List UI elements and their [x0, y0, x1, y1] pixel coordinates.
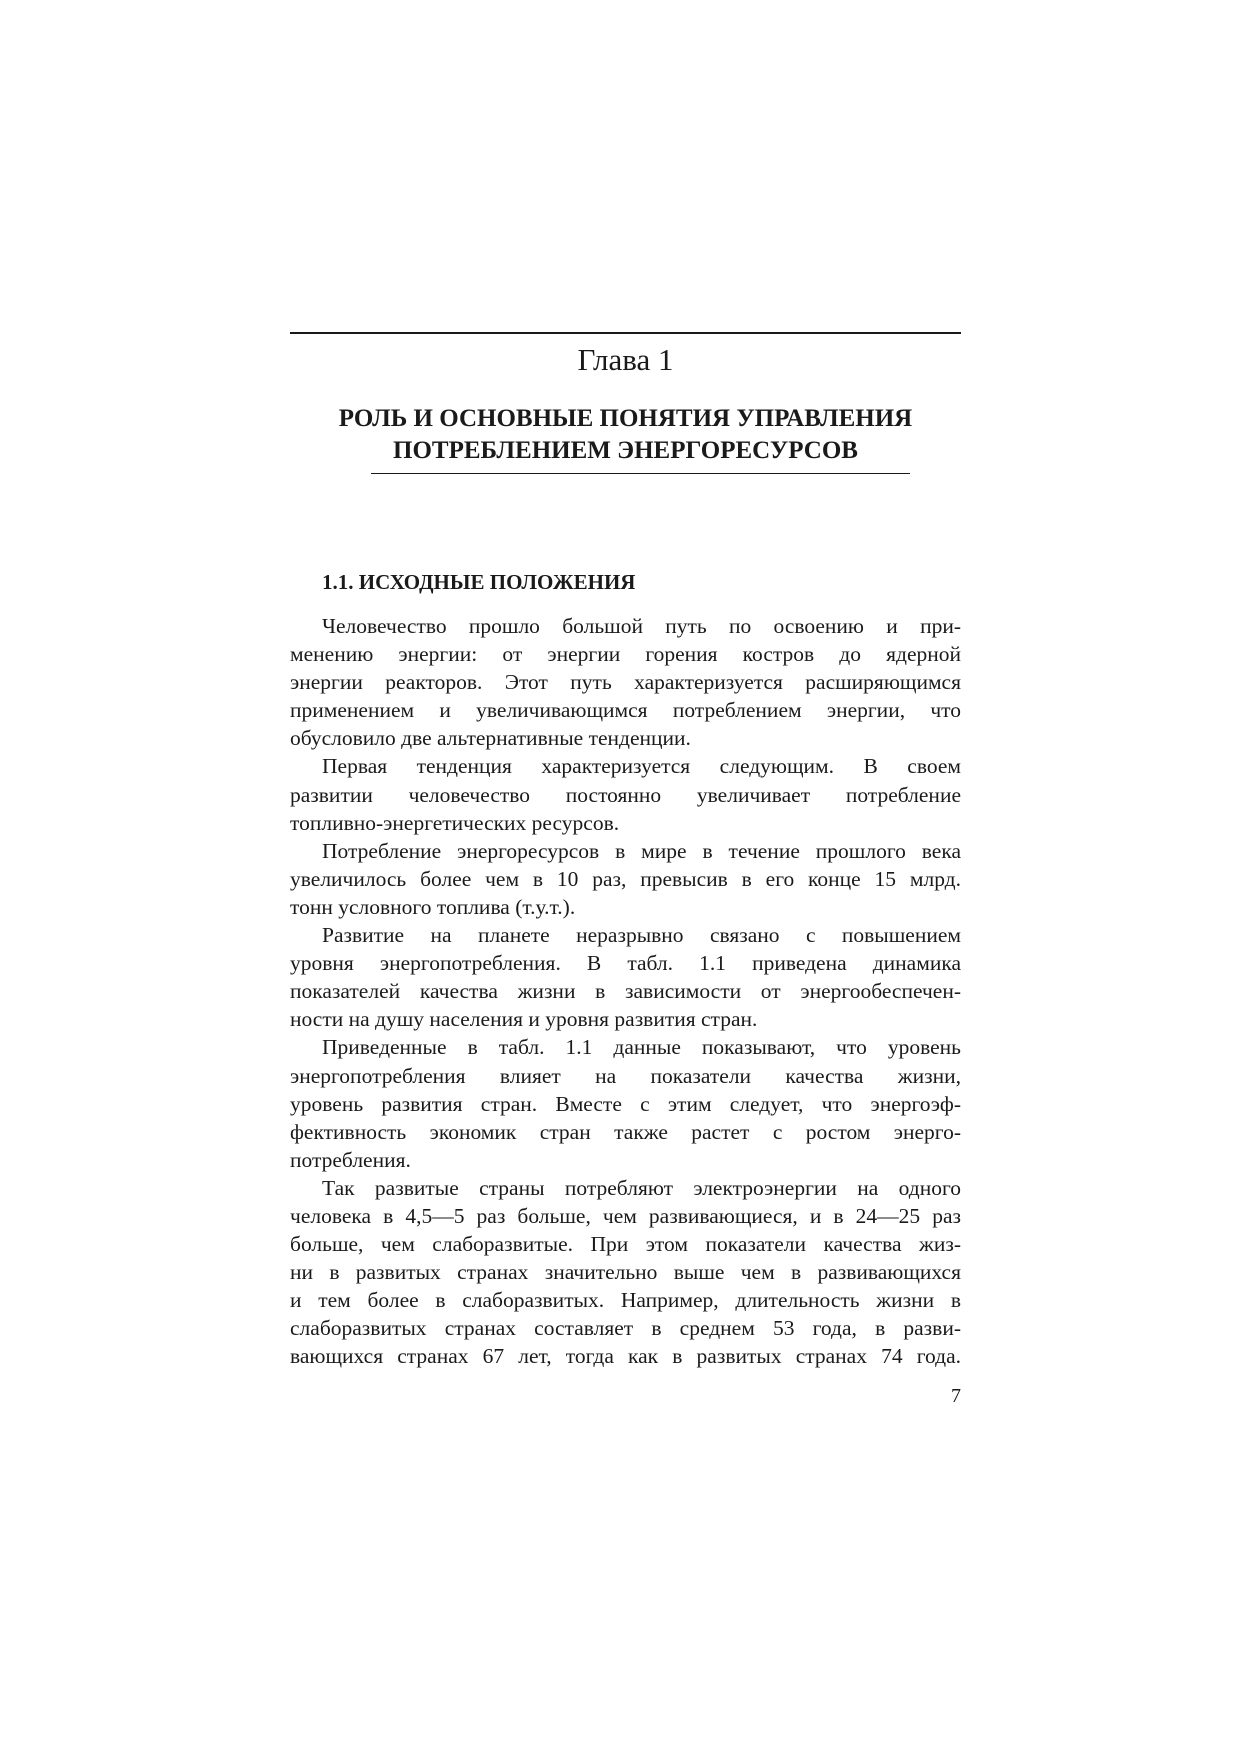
- text-line: уровня энергопотребления. В табл. 1.1 приведена динамика: [290, 951, 961, 976]
- text-line: больше, чем слаборазвитые. При этом показатели качества жиз-: [290, 1232, 961, 1257]
- chapter-top-rule: [290, 332, 961, 334]
- text-line: Развитие на планете неразрывно связано с повышением: [322, 923, 961, 948]
- paragraph: [290, 752, 961, 836]
- text-line: вающихся странах 67 лет, тогда как в развитых странах 74 года.: [290, 1344, 961, 1369]
- text-line: энергопотребления влияет на показатели качества жизни,: [290, 1063, 961, 1088]
- text-line: Так развитые страны потребляют электроэнергии на одного: [322, 1175, 961, 1200]
- text-line: фективность экономик стран также растет с ростом энерго-: [290, 1119, 961, 1144]
- paragraph: [290, 612, 961, 752]
- text-line: применением и увеличивающимся потреблением энергии, что: [290, 698, 961, 723]
- text-line: обусловило две альтернативные тенденции.: [290, 726, 691, 751]
- chapter-title: [290, 403, 961, 467]
- chapter-label: Глава 1: [577, 342, 674, 377]
- chapter-title-line: РОЛЬ И ОСНОВНЫЕ ПОНЯТИЯ УПРАВЛЕНИЯ: [338, 405, 913, 432]
- text-line: топливно-энергетических ресурсов.: [290, 810, 620, 835]
- text-line: потребления.: [290, 1147, 411, 1172]
- text-line: уровень развития стран. Вместе с этим следует, что энергоэф-: [290, 1091, 961, 1116]
- section-heading: 1.1. ИСХОДНЫЕ ПОЛОЖЕНИЯ: [322, 570, 636, 594]
- text-line: и тем более в слаборазвитых. Например, длительность жизни в: [290, 1288, 961, 1313]
- text-line: энергии реакторов. Этот путь характеризуется расширяющимся: [290, 670, 961, 695]
- text-line: развитии человечество постоянно увеличивает потребление: [290, 782, 961, 807]
- text-line: человека в 4,5—5 раз больше, чем развивающиеся, и в 24—25 раз: [290, 1203, 961, 1228]
- text-line: показателей качества жизни в зависимости от энергообеспечен-: [290, 979, 961, 1004]
- text-line: ни в развитых странах значительно выше чем в развивающихся: [290, 1260, 961, 1285]
- text-line: Человечество прошло большой путь по освоению и при-: [322, 614, 961, 638]
- chapter-title-line: ПОТРЕБЛЕНИЕМ ЭНЕРГОРЕСУРСОВ: [393, 437, 858, 464]
- paragraph: [290, 1174, 961, 1371]
- text-line: Приведенные в табл. 1.1 данные показывают, что уровень: [322, 1035, 961, 1060]
- text-line: слаборазвитых странах составляет в среднем 53 года, в разви-: [290, 1316, 961, 1341]
- text-line: увеличилось более чем в 10 раз, превысив в его конце 15 млрд.: [290, 866, 961, 891]
- paragraph: [290, 1033, 961, 1173]
- text-line: Потребление энергоресурсов в мире в течение прошлого века: [322, 838, 961, 863]
- paragraph: [290, 921, 961, 1033]
- text-line: ности на душу населения и уровня развития стран.: [290, 1007, 758, 1032]
- body-text: [290, 612, 961, 1371]
- paragraph: [290, 837, 961, 921]
- text-line: тонн условного топлива (т.у.т.).: [290, 894, 576, 919]
- text-line: Первая тенденция характеризуется следующим. В своем: [322, 754, 961, 779]
- page-number: 7: [951, 1385, 961, 1407]
- chapter-title-underline: [371, 473, 910, 474]
- text-line: менению энергии: от энергии горения костров до ядерной: [290, 642, 961, 667]
